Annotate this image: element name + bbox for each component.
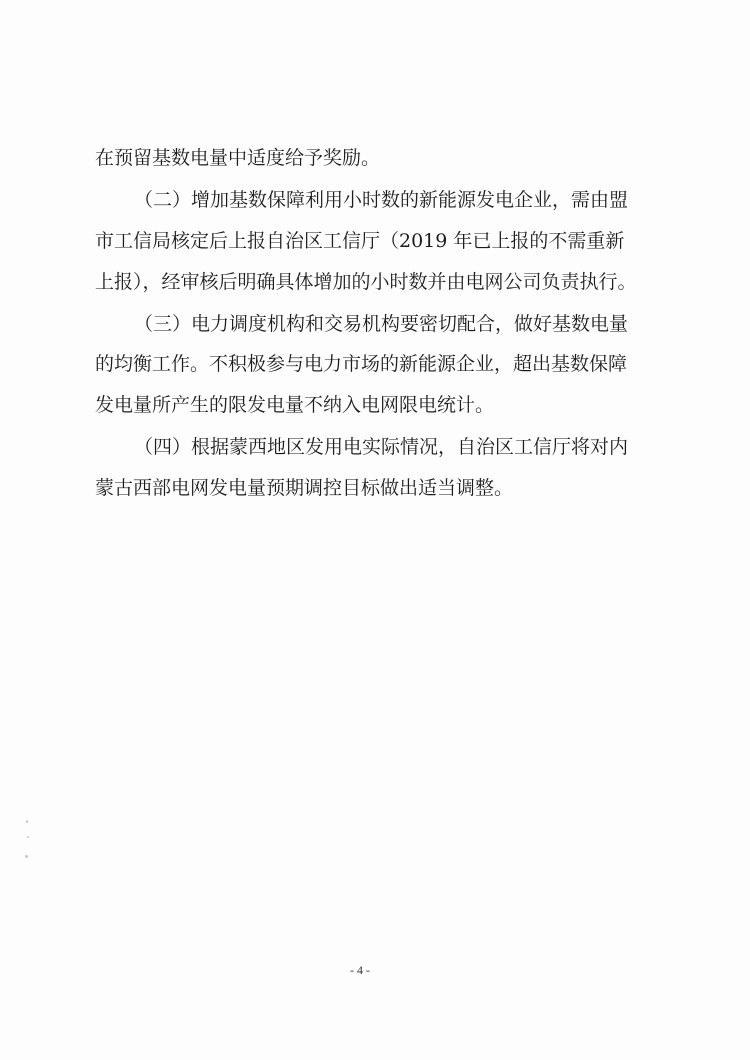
body-line: 的均衡工作。不积极参与电力市场的新能源企业，超出基数保障 xyxy=(95,353,628,375)
scan-artifact xyxy=(27,836,29,838)
paragraph-4-line: （四）根据蒙西地区发用电实际情况，自治区工信厅将对内 xyxy=(134,436,629,458)
paragraph-3-line: （三）电力调度机构和交易机构要密切配合，做好基数电量 xyxy=(134,313,629,335)
body-line: 发电量所产生的限发电量不纳入电网限电统计。 xyxy=(95,394,495,416)
body-line: 在预留基数电量中适度给予奖励。 xyxy=(95,147,381,169)
paragraph-2-line: （二）增加基数保障利用小时数的新能源发电企业，需由盟 xyxy=(134,189,629,211)
scan-artifact xyxy=(26,820,28,823)
body-line: 上报），经审核后明确具体增加的小时数并由电网公司负责执行。 xyxy=(95,271,637,293)
body-line: 市工信局核定后上报自治区工信厅（2019 年已上报的不需重新 xyxy=(95,230,625,252)
body-line: 蒙古西部电网发电量预期调控目标做出适当调整。 xyxy=(95,477,514,499)
page-number: - 4 - xyxy=(350,963,370,977)
scan-artifact xyxy=(25,855,28,858)
